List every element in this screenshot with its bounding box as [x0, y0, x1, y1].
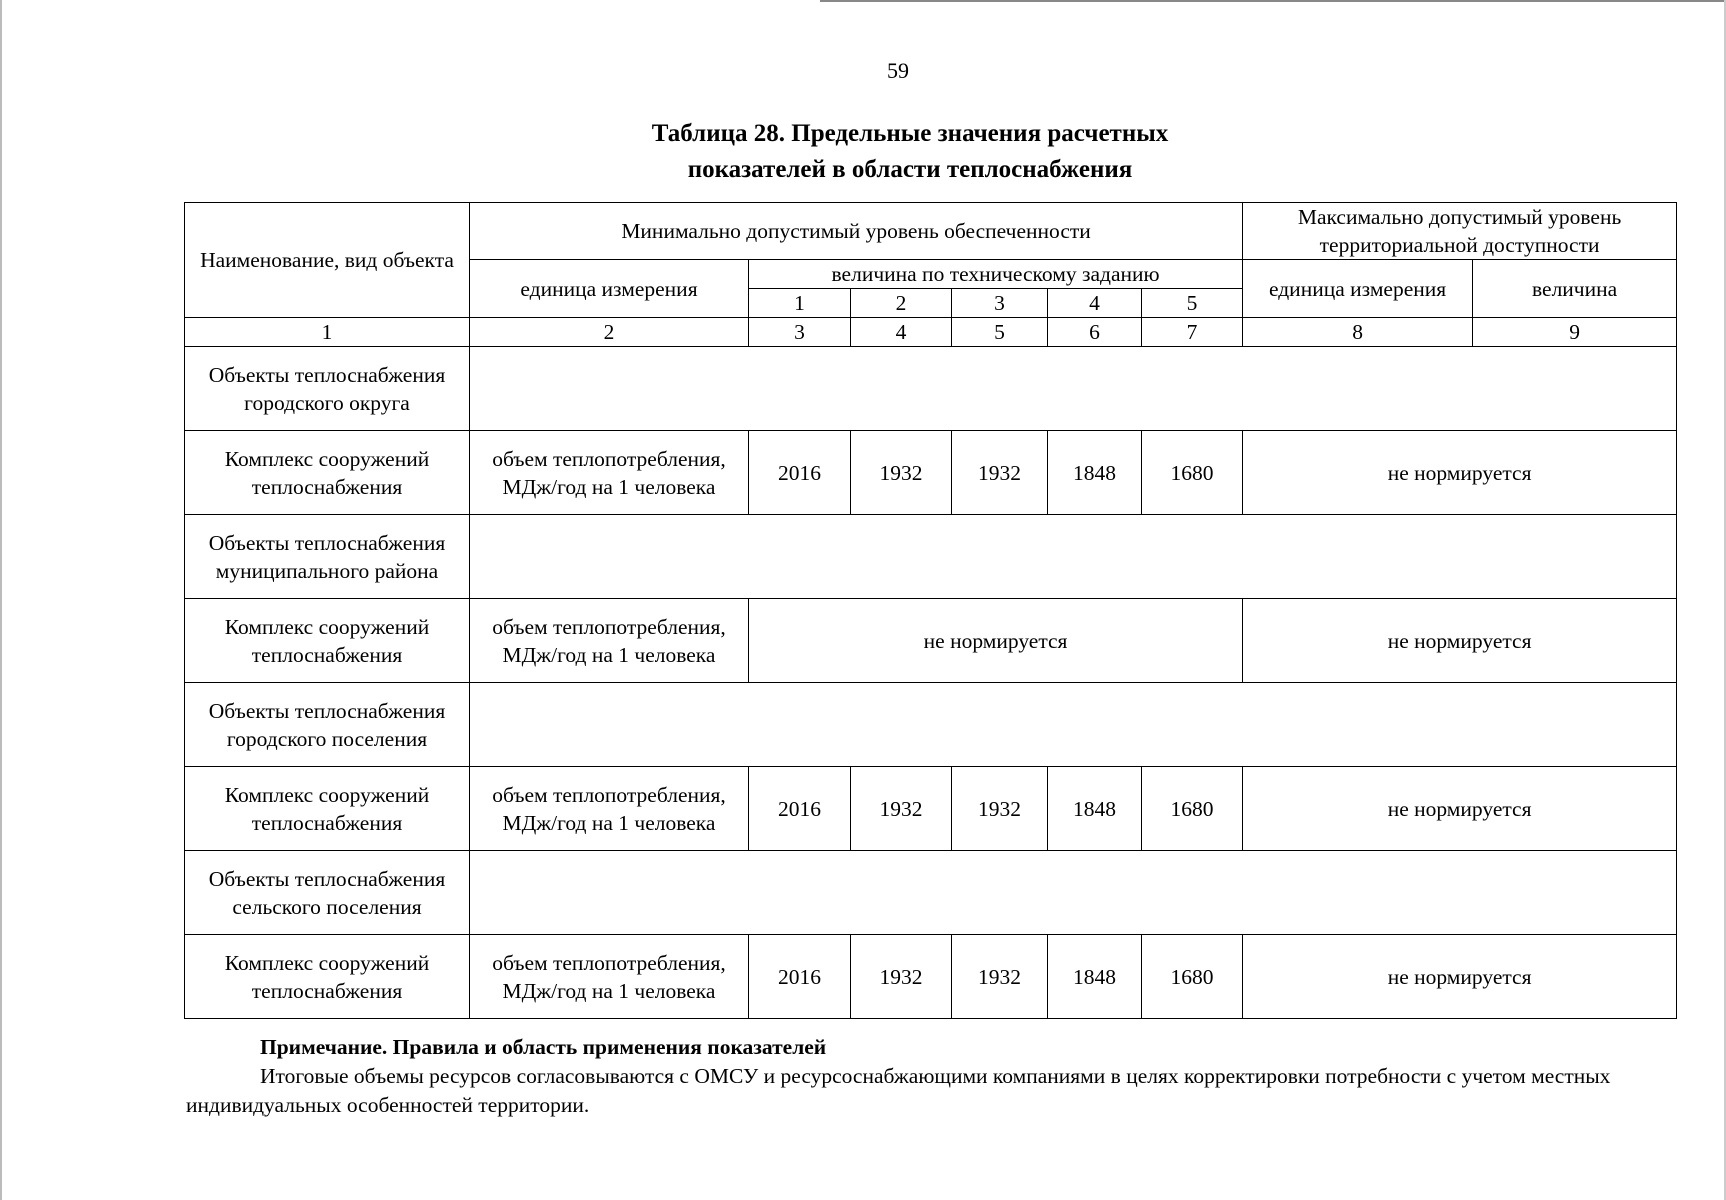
- header-tech-col: 4: [1048, 289, 1142, 318]
- section-empty-cell: [470, 683, 1677, 767]
- header-min-level: Минимально допустимый уровень обеспеченности: [470, 203, 1243, 260]
- header-tech-value: величина по техническому заданию: [749, 260, 1243, 289]
- unit-cell: объем теплопотребления, МДж/год на 1 человека: [470, 599, 749, 683]
- tech-value-cell: 1932: [952, 431, 1048, 515]
- data-row: [185, 431, 1677, 515]
- column-number: 2: [470, 318, 749, 347]
- header-tech-col: 2: [851, 289, 952, 318]
- section-row: [185, 683, 1677, 767]
- section-name-cell: Объекты теплоснабжения сельского поселения: [185, 851, 470, 935]
- column-number: 6: [1048, 318, 1142, 347]
- access-cell: не нормируется: [1243, 431, 1677, 515]
- header-max-level: Максимально допустимый уровень территориальной доступности: [1243, 203, 1677, 260]
- header-value2: величина: [1473, 260, 1677, 318]
- column-number: 9: [1473, 318, 1677, 347]
- tech-values-merged-cell: не нормируется: [749, 599, 1243, 683]
- object-name-cell: Комплекс сооружений теплоснабжения: [185, 767, 470, 851]
- access-cell: не нормируется: [1243, 935, 1677, 1019]
- section-row: [185, 515, 1677, 599]
- standards-table: [184, 202, 1677, 1019]
- header-row-1: [185, 203, 1677, 260]
- table-title-line1: Таблица 28. Предельные значения расчетных: [651, 120, 1169, 147]
- scan-edge-left: [0, 0, 2, 1200]
- tech-value-cell: 1848: [1048, 935, 1142, 1019]
- tech-value-cell: 1932: [952, 767, 1048, 851]
- header-tech-col: 5: [1142, 289, 1243, 318]
- tech-value-cell: 1680: [1142, 767, 1243, 851]
- column-number-row: [185, 318, 1677, 347]
- column-number: 7: [1142, 318, 1243, 347]
- table-title: [560, 116, 1260, 188]
- section-name-cell: Объекты теплоснабжения муниципального района: [185, 515, 470, 599]
- tech-value-cell: 1848: [1048, 431, 1142, 515]
- object-name-cell: Комплекс сооружений теплоснабжения: [185, 431, 470, 515]
- tech-value-cell: 1932: [851, 431, 952, 515]
- section-name-cell: Объекты теплоснабжения городского поселения: [185, 683, 470, 767]
- object-name-cell: Комплекс сооружений теплоснабжения: [185, 599, 470, 683]
- data-row: [185, 935, 1677, 1019]
- tech-value-cell: 1932: [851, 767, 952, 851]
- tech-value-cell: 2016: [749, 431, 851, 515]
- table-body: [185, 203, 1677, 1019]
- column-number: 8: [1243, 318, 1473, 347]
- section-empty-cell: [470, 515, 1677, 599]
- data-row: [185, 599, 1677, 683]
- section-row: [185, 347, 1677, 431]
- section-name-cell: Объекты теплоснабжения городского округа: [185, 347, 470, 431]
- header-tech-col: 3: [952, 289, 1048, 318]
- tech-value-cell: 1680: [1142, 935, 1243, 1019]
- tech-value-cell: 1680: [1142, 431, 1243, 515]
- unit-cell: объем теплопотребления, МДж/год на 1 человека: [470, 431, 749, 515]
- header-unit: единица измерения: [470, 260, 749, 318]
- access-cell: не нормируется: [1243, 599, 1677, 683]
- unit-cell: объем теплопотребления, МДж/год на 1 человека: [470, 935, 749, 1019]
- access-cell: не нормируется: [1243, 767, 1677, 851]
- note-title: Примечание. Правила и область применения показателей: [260, 1035, 827, 1059]
- scan-edge-top: [820, 0, 1726, 2]
- section-row: [185, 851, 1677, 935]
- tech-value-cell: 1848: [1048, 767, 1142, 851]
- tech-value-cell: 2016: [749, 767, 851, 851]
- data-row: [185, 767, 1677, 851]
- tech-value-cell: 2016: [749, 935, 851, 1019]
- table-title-line2: показателей в области теплоснабжения: [687, 156, 1133, 183]
- column-number: 4: [851, 318, 952, 347]
- tech-value-cell: 1932: [851, 935, 952, 1019]
- column-number: 1: [185, 318, 470, 347]
- page-number: 59: [887, 58, 909, 83]
- column-number: 3: [749, 318, 851, 347]
- header-unit2: единица измерения: [1243, 260, 1473, 318]
- unit-cell: объем теплопотребления, МДж/год на 1 человека: [470, 767, 749, 851]
- tech-value-cell: 1932: [952, 935, 1048, 1019]
- section-empty-cell: [470, 347, 1677, 431]
- header-name: Наименование, вид объекта: [185, 203, 470, 318]
- section-empty-cell: [470, 851, 1677, 935]
- note-text: Итоговые объемы ресурсов согласовываются с ОМСУ и ресурсоснабжающими компаниями в целях корректировки потребности с учетом местных индивидуальных особенностей территории.: [186, 1064, 1611, 1117]
- note: [186, 1033, 1676, 1120]
- header-tech-col: 1: [749, 289, 851, 318]
- column-number: 5: [952, 318, 1048, 347]
- object-name-cell: Комплекс сооружений теплоснабжения: [185, 935, 470, 1019]
